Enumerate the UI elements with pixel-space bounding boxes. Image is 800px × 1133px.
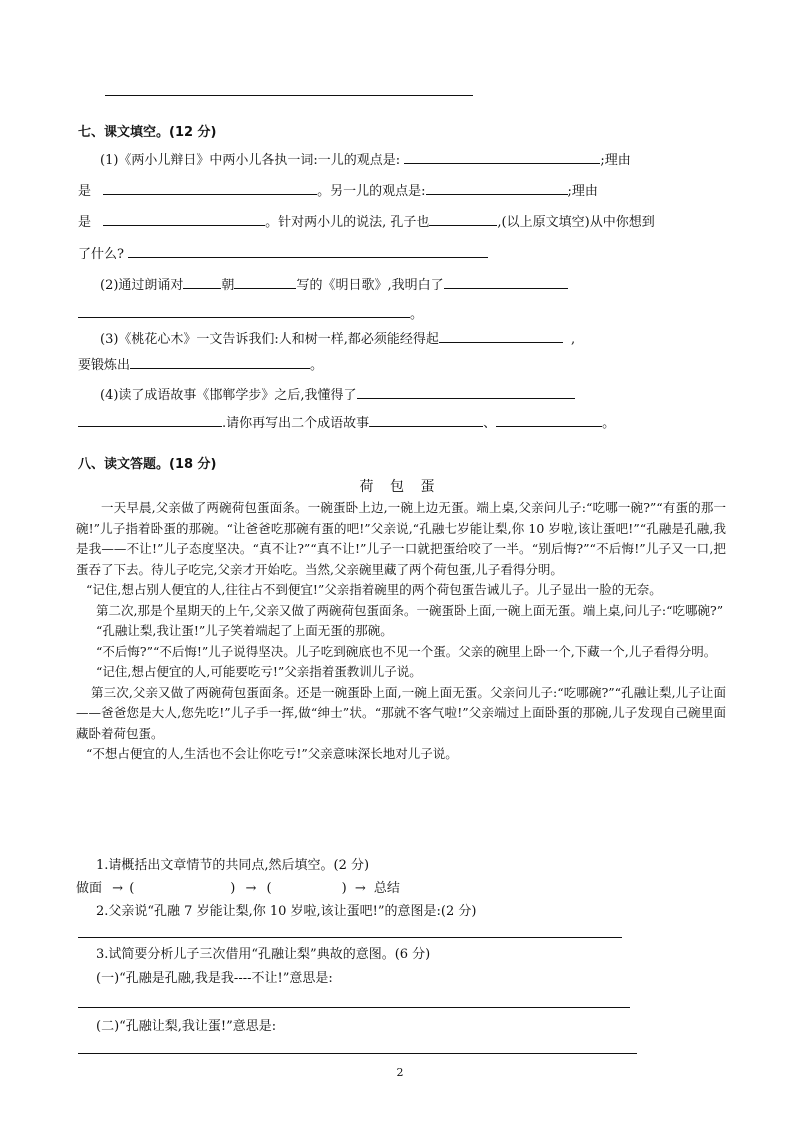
blank-s7-q3-a[interactable] <box>439 330 563 343</box>
s7-q3-line1 <box>100 330 575 349</box>
s7-q1-text-i: 了什么? <box>78 247 124 262</box>
story-title: 荷 包 蛋 <box>359 479 441 495</box>
section8-heading: 八、读文答题。(18 分) <box>78 457 217 472</box>
s7-q2-line1 <box>100 276 568 295</box>
page-number: 2 <box>396 1066 404 1079</box>
arrow-icon: → <box>112 881 124 896</box>
chain-start: 做面 <box>76 881 103 896</box>
blank-s7-q4-a[interactable] <box>357 386 575 399</box>
s7-q3-text-b: , <box>570 332 576 347</box>
s7-q4-text-a: (4)读了成语故事《邯郸学步》之后,我懂得了 <box>100 388 357 403</box>
s7-q4-line2 <box>78 414 615 433</box>
s7-q4-line1 <box>100 386 575 405</box>
section7-heading: 七、课文填空。(12 分) <box>78 125 217 140</box>
answer-line-s8-q2[interactable] <box>78 937 622 938</box>
blank-s7-q1-d[interactable] <box>103 213 265 226</box>
story-paragraph: “孔融让梨,我让蛋!”儿子笑着端起了上面无蛋的那碗。 <box>96 623 393 638</box>
s7-q4-text-c: 、 <box>483 416 497 431</box>
blank-s7-q1-a[interactable] <box>404 151 600 164</box>
s8-q1-text: 1.请概括出文章情节的共同点,然后填空。(2 分) <box>96 858 370 873</box>
s7-q1-text-d: 。另一儿的观点是: <box>317 184 426 199</box>
s7-q4-text-b: .请你再写出二个成语故事 <box>222 416 370 431</box>
blank-s7-q2-dynasty[interactable] <box>183 276 221 289</box>
s8-q3-text: 3.试简要分析儿子三次借用“孔融让梨”典故的意图。(6 分) <box>96 947 431 962</box>
s7-q1-text-c: 是 <box>78 184 92 199</box>
s7-q1-text-e: ;理由 <box>567 184 598 199</box>
s8-q3-sub1: (一)“孔融是孔融,我是我----不让!”意思是: <box>96 971 333 986</box>
story-paragraph: “不后悔?”“不后悔!”儿子说得坚决。儿子吃到碗底也不见一个蛋。父亲的碗里上卧一个,下藏一个,儿子看得分明。 <box>96 643 717 659</box>
s7-q1-line4 <box>78 245 488 264</box>
s7-q2-line2 <box>78 305 423 324</box>
blank-s7-q2-author[interactable] <box>234 276 296 289</box>
blank-s7-q2-meaning[interactable] <box>444 276 568 289</box>
s7-q3-text-d: 。 <box>310 358 324 373</box>
blank-s7-q2-cont[interactable] <box>78 305 410 318</box>
story-paragraph: 第二次,那是个星期天的上午,父亲又做了两碗荷包蛋面条。一碗蛋卧上面,一碗上面无蛋。端上桌,问儿子:“吃哪碗?” <box>96 602 724 618</box>
s7-q2-text-b: 朝 <box>221 278 235 293</box>
s7-q1-text-f: 是 <box>78 215 92 230</box>
blank-s7-q1-f[interactable] <box>128 245 488 258</box>
blank-s7-q1-e[interactable] <box>429 213 497 226</box>
story-paragraph: “不想占便宜的人,生活也不会让你吃亏!”父亲意味深长地对儿子说。 <box>86 746 458 761</box>
story-paragraph: “记住,想占便宜的人,可能要吃亏!”父亲指着蛋教训儿子说。 <box>96 664 422 679</box>
arrow-icon: → <box>354 881 366 896</box>
s8-q1-chain <box>76 880 400 898</box>
blank-s7-q4-idiom2[interactable] <box>496 414 602 427</box>
paren-open: ( <box>266 881 272 896</box>
blank-s7-q3-b[interactable] <box>130 356 310 369</box>
s7-q3-text-a: (3)《桃花心木》一文告诉我们:人和树一样,都必须能经得起 <box>100 332 439 347</box>
s7-q2-text-c: 写的《明日歌》,我明白了 <box>296 278 444 293</box>
story-paragraph: 一天早晨,父亲做了两碗荷包蛋面条。一碗蛋卧上边,一碗上边无蛋。端上桌,父亲问儿子:“吃哪一碗?”“有蛋的那一碗!”儿子指着卧蛋的那碗。“让爸爸吃那碗有蛋的吧!”父亲说,“孔融七岁能让梨,你 10 岁啦,该让蛋吧!”“孔融是孔融,我是我——不让!”儿子态度坚决。“真不让?”“真不让!”儿子一口就把蛋给咬了一半。“别后悔?”“不后悔!”儿子又一口,把蛋吞了下去。待儿子吃完,父亲才开始吃。当然,父亲碗里藏了两个荷包蛋,儿子看得分明。 <box>76 500 726 577</box>
s8-q2-text: 2.父亲说“孔融 7 岁能让梨,你 10 岁啦,该让蛋吧!”的意图是:(2 分) <box>96 904 477 919</box>
s7-q1-text-g: 。针对两小儿的说法, 孔子也 <box>265 215 430 230</box>
blank-s7-q1-b[interactable] <box>103 182 317 195</box>
blank-s7-q1-c[interactable] <box>426 182 568 195</box>
blank-s7-q4-idiom1[interactable] <box>369 414 483 427</box>
s7-q2-text-d: 。 <box>410 307 424 322</box>
s7-q1-line3 <box>78 213 655 232</box>
s7-q1-text-b: ;理由 <box>600 153 631 168</box>
paren-open: ( <box>129 881 135 896</box>
s7-q4-text-d: 。 <box>602 416 616 431</box>
answer-line-s8-q3-2[interactable] <box>78 1053 637 1054</box>
s7-q1-line2 <box>78 182 598 201</box>
chain-end: 总结 <box>373 881 400 896</box>
answer-line-top[interactable] <box>105 95 473 96</box>
s7-q1-line1 <box>100 151 631 170</box>
answer-line-s8-q3-1[interactable] <box>78 1007 630 1008</box>
s7-q2-text-a: (2)通过朗诵对 <box>100 278 184 293</box>
story-paragraph: 第三次,父亲又做了两碗荷包蛋面条。还是一碗蛋卧上面,一碗上面无蛋。父亲问儿子:“吃哪碗?”“孔融让梨,儿子让面——爸爸您是大人,您先吃!”儿子手一挥,做“绅士”状。“那就不客气啦!”父亲端过上面卧蛋的那碗,儿子发现自己碗里面藏卧着荷包蛋。 <box>76 684 726 741</box>
s7-q3-text-c: 要锻炼出 <box>78 358 131 373</box>
s7-q1-text-a: (1)《两小儿辩日》中两小儿各执一词:一儿的观点是: <box>100 153 401 168</box>
blank-s7-q4-b[interactable] <box>78 414 222 427</box>
paren-close: ) <box>341 881 347 896</box>
story-paragraph: “记住,想占别人便宜的人,往往占不到便宜!”父亲指着碗里的两个荷包蛋告诫儿子。儿子显出一脸的无奈。 <box>86 582 662 597</box>
s8-q3-sub2: (二)“孔融让梨,我让蛋!”意思是: <box>96 1019 277 1034</box>
arrow-icon: → <box>245 881 257 896</box>
s7-q3-line2 <box>78 356 323 375</box>
s7-q1-text-h: ,(以上原文填空)从中你想到 <box>497 215 655 230</box>
paren-close: ) <box>230 881 236 896</box>
story-body <box>76 498 726 765</box>
